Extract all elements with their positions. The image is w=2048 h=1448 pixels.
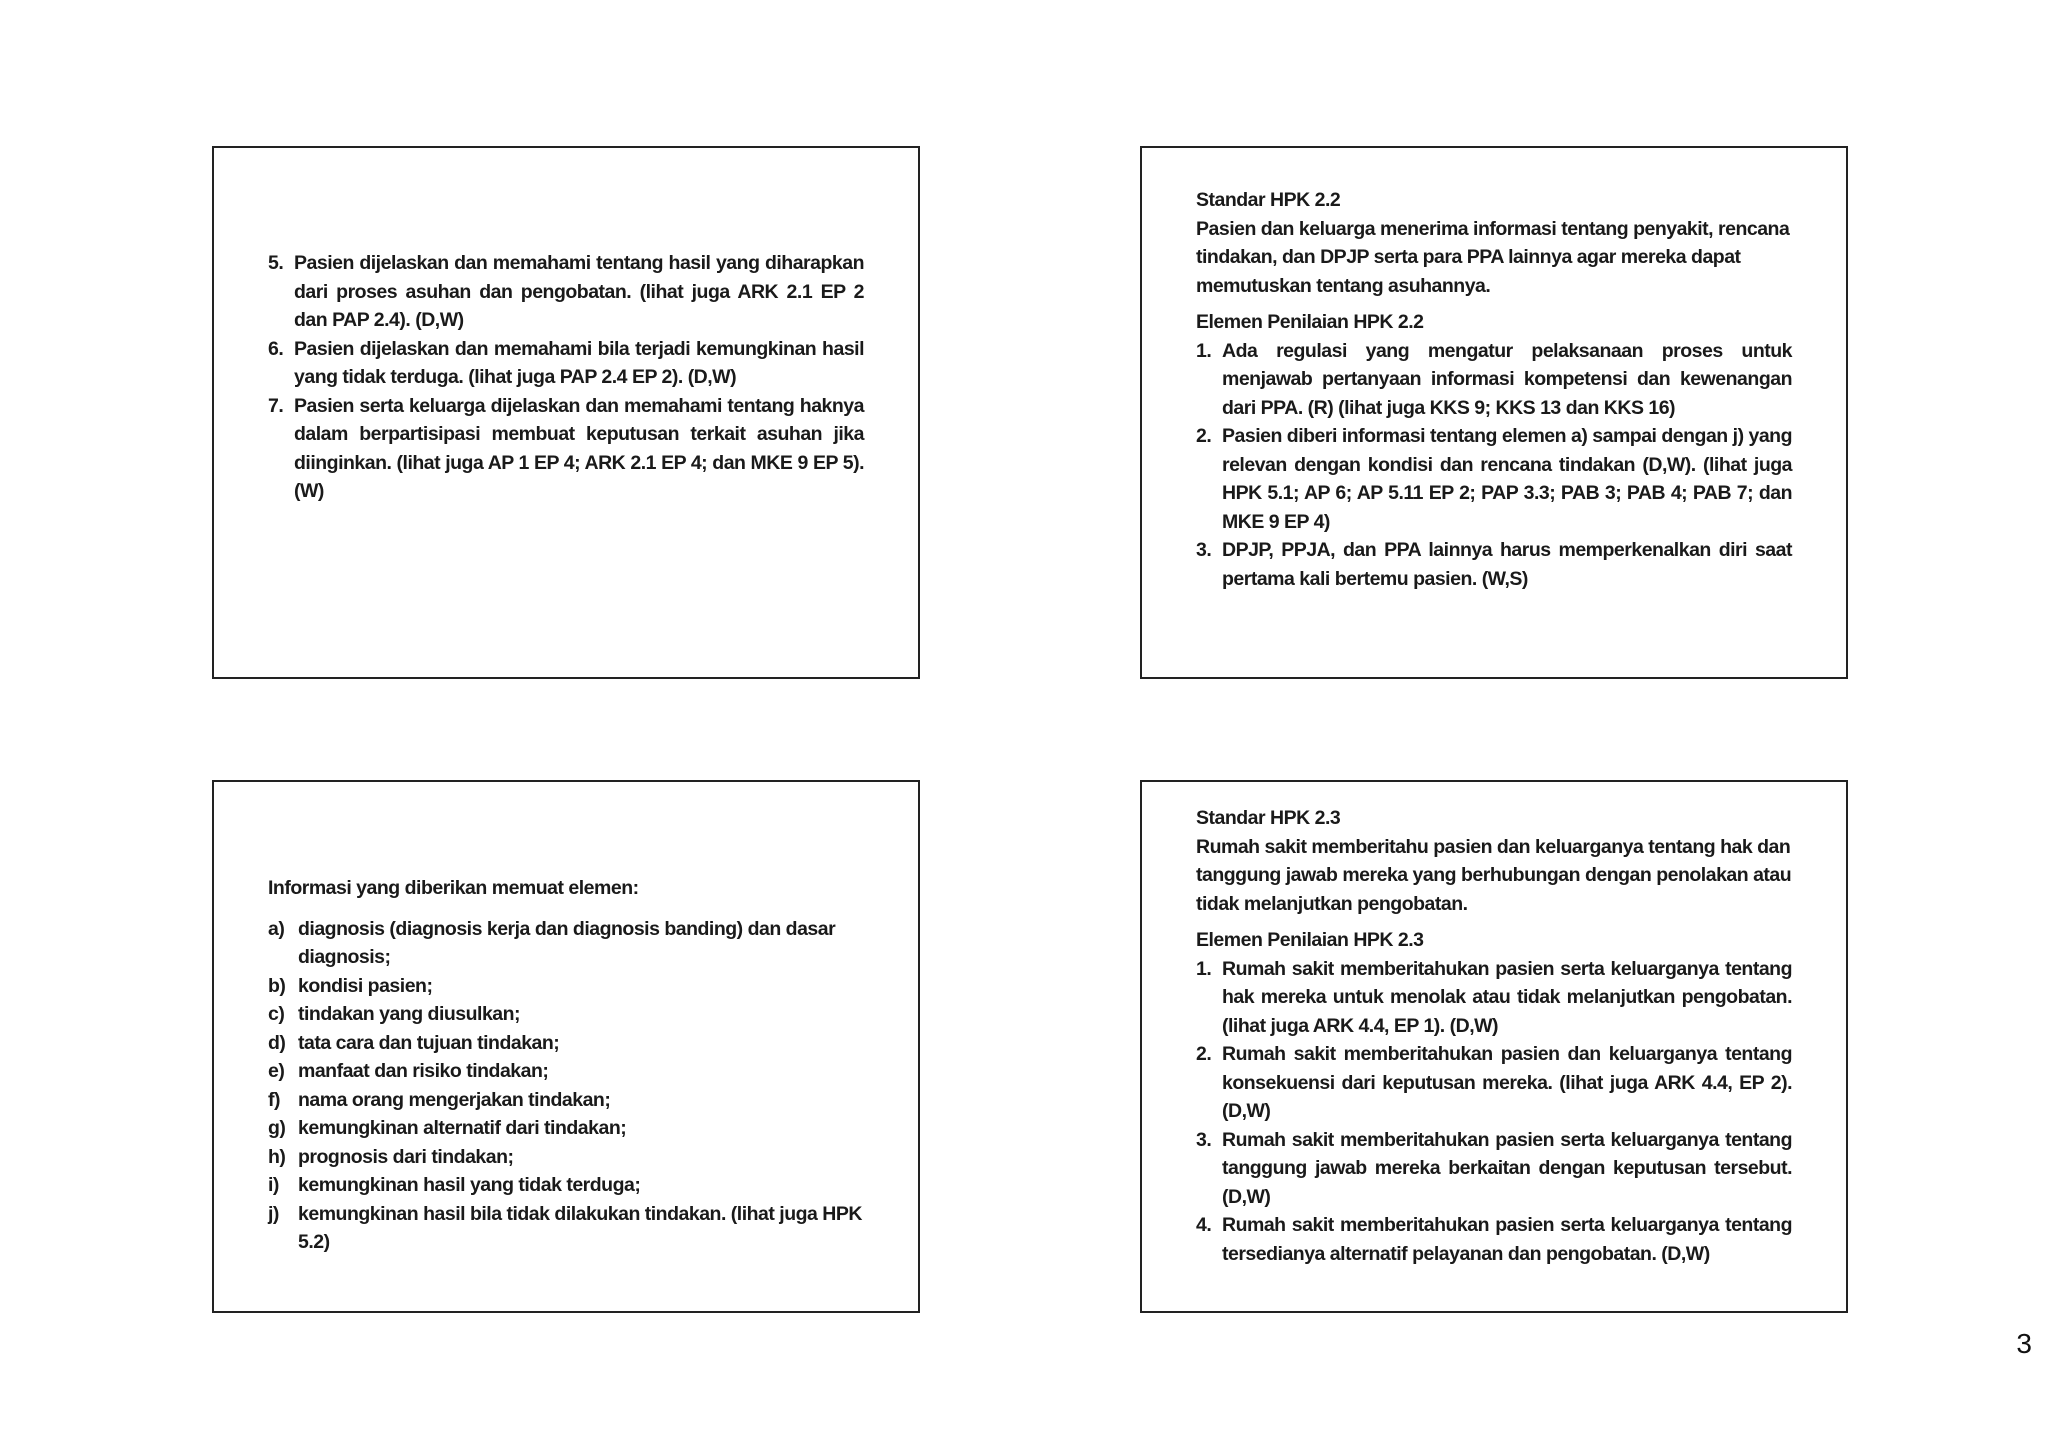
list-item-text: prognosis dari tindakan; bbox=[298, 1145, 514, 1168]
list-item bbox=[268, 1200, 864, 1257]
list-marker: i) bbox=[268, 1174, 279, 1196]
list-marker: 5. bbox=[268, 252, 284, 274]
list-item-text: Pasien dijelaskan dan memahami tentang hasil yang diharapkan dari proses asuhan dan pengobatan. (lihat juga ARK 2.1 EP 2 dan PAP 2.4). (D,W) bbox=[294, 252, 864, 331]
list-marker: h) bbox=[268, 1145, 286, 1168]
list-item-text: kemungkinan hasil yang tidak terduga; bbox=[298, 1174, 641, 1196]
list-item-text: Rumah sakit memberitahukan pasien serta keluarganya tentang hak mereka untuk menolak atau tidak melanjutkan pengobatan. (lihat juga ARK 4.4, EP 1). (D,W) bbox=[1222, 957, 1792, 1037]
list-item bbox=[268, 1143, 864, 1172]
slide-informasi-elemen bbox=[212, 780, 920, 1313]
list-item-text: diagnosis (diagnosis kerja dan diagnosis banding) dan dasar diagnosis; bbox=[298, 917, 836, 968]
list-item-text: kondisi pasien; bbox=[298, 974, 433, 997]
list-item-text: tindakan yang diusulkan; bbox=[298, 1003, 521, 1025]
slide-standar-hpk-2-2 bbox=[1140, 146, 1848, 679]
list-marker: b) bbox=[268, 974, 286, 997]
list-item-text: Rumah sakit memberitahukan pasien serta keluarganya tentang tersedianya alternatif pelayanan dan pengobatan. (D,W) bbox=[1222, 1214, 1792, 1265]
list-item-text: Pasien dijelaskan dan memahami bila terjadi kemungkinan hasil yang tidak terduga. (lihat juga PAP 2.4 EP 2). (D,W) bbox=[294, 337, 864, 388]
elemen-penilaian-title: Elemen Penilaian HPK 2.3 bbox=[1196, 929, 1424, 951]
list-item bbox=[268, 915, 864, 972]
slide-standar-hpk-2-3 bbox=[1140, 780, 1848, 1313]
list-item bbox=[268, 1029, 864, 1058]
list-item bbox=[1196, 422, 1792, 536]
slide-content bbox=[268, 249, 864, 506]
list-marker: 2. bbox=[1196, 425, 1212, 447]
list-item-text: Pasien serta keluarga dijelaskan dan memahami tentang haknya dalam berpartisipasi membuat keputusan terkait asuhan jika diinginkan. (lihat juga AP 1 EP 4; ARK 2.1 EP 4; dan MKE 9 EP 5). (W) bbox=[294, 394, 864, 502]
list-marker: d) bbox=[268, 1031, 286, 1054]
standard-statement: Pasien dan keluarga menerima informasi tentang penyakit, rencana tindakan, dan DPJP serta para PPA lainnya agar mereka dapat memutuskan tentang asuhannya. bbox=[1196, 217, 1790, 297]
list-item bbox=[268, 249, 864, 335]
elemen-penilaian-list bbox=[1196, 955, 1792, 1269]
information-elements-list bbox=[268, 915, 864, 1257]
list-marker: 6. bbox=[268, 337, 284, 360]
page-number: 3 bbox=[2016, 1328, 2032, 1359]
information-intro: Informasi yang diberikan memuat elemen: bbox=[268, 877, 639, 899]
list-item-text: kemungkinan hasil bila tidak dilakukan tindakan. (lihat juga HPK 5.2) bbox=[298, 1202, 862, 1253]
list-item bbox=[1196, 955, 1792, 1041]
list-marker: f) bbox=[268, 1088, 280, 1111]
slide-content bbox=[268, 874, 864, 1257]
list-item bbox=[268, 1057, 864, 1086]
elemen-penilaian-title: Elemen Penilaian HPK 2.2 bbox=[1196, 311, 1424, 333]
elemen-penilaian-list bbox=[1196, 337, 1792, 594]
standard-title: Standar HPK 2.3 bbox=[1196, 807, 1341, 829]
slide-content bbox=[1196, 186, 1792, 593]
list-marker: a) bbox=[268, 917, 285, 940]
list-item bbox=[268, 1114, 864, 1143]
list-item bbox=[1196, 337, 1792, 423]
standard-title: Standar HPK 2.2 bbox=[1196, 189, 1341, 211]
list-item-text: Rumah sakit memberitahukan pasien dan keluarganya tentang konsekuensi dari keputusan mereka. (lihat juga ARK 4.4, EP 2). (D,W) bbox=[1222, 1043, 1792, 1122]
list-item bbox=[268, 1086, 864, 1115]
list-item bbox=[268, 1171, 864, 1200]
list-item-text: manfaat dan risiko tindakan; bbox=[298, 1060, 549, 1082]
list-marker: 1. bbox=[1196, 339, 1212, 362]
list-item-text: Rumah sakit memberitahukan pasien serta keluarganya tentang tanggung jawab mereka berkaitan dengan keputusan tersebut. (D,W) bbox=[1222, 1128, 1792, 1208]
list-marker: 3. bbox=[1196, 539, 1212, 561]
list-marker: 2. bbox=[1196, 1043, 1212, 1065]
list-item-text: tata cara dan tujuan tindakan; bbox=[298, 1031, 560, 1054]
list-item bbox=[1196, 536, 1792, 593]
list-item bbox=[268, 972, 864, 1001]
slide-content bbox=[1196, 804, 1792, 1268]
list-item-text: kemungkinan alternatif dari tindakan; bbox=[298, 1117, 627, 1139]
list-item bbox=[1196, 1126, 1792, 1212]
list-marker: 3. bbox=[1196, 1128, 1212, 1151]
list-marker: 4. bbox=[1196, 1214, 1212, 1236]
list-marker: c) bbox=[268, 1003, 285, 1025]
list-item-text: nama orang mengerjakan tindakan; bbox=[298, 1088, 611, 1111]
list-marker: 7. bbox=[268, 394, 284, 417]
list-item-text: DPJP, PPJA, dan PPA lainnya harus memperkenalkan diri saat pertama kali bertemu pasien. (W,S) bbox=[1222, 539, 1792, 590]
list-marker: g) bbox=[268, 1117, 286, 1139]
list-item-text: Ada regulasi yang mengatur pelaksanaan proses untuk menjawab pertanyaan informasi kompetensi dan kewenangan dari PPA. (R) (lihat juga KKS 9; KKS 13 dan KKS 16) bbox=[1222, 339, 1792, 419]
list-item bbox=[1196, 1040, 1792, 1126]
list-marker: 1. bbox=[1196, 957, 1212, 980]
list-item bbox=[1196, 1211, 1792, 1268]
standard-statement: Rumah sakit memberitahu pasien dan keluarganya tentang hak dan tanggung jawab mereka yang berhubungan dengan penolakan atau tidak melanjutkan pengobatan. bbox=[1196, 835, 1792, 915]
list-marker: e) bbox=[268, 1060, 285, 1082]
list-marker: j) bbox=[268, 1202, 279, 1225]
list-item bbox=[268, 1000, 864, 1029]
slide-hpk-2-1-continued bbox=[212, 146, 920, 679]
list-item bbox=[268, 335, 864, 392]
elemen-penilaian-list bbox=[268, 249, 864, 506]
list-item bbox=[268, 392, 864, 506]
list-item-text: Pasien diberi informasi tentang elemen a) sampai dengan j) yang relevan dengan kondisi dan rencana tindakan (D,W). (lihat juga HPK 5.1; AP 6; AP 5.11 EP 2; PAP 3.3; PAB 3; PAB 4; PAB 7; dan MKE 9 EP 4) bbox=[1222, 425, 1792, 533]
